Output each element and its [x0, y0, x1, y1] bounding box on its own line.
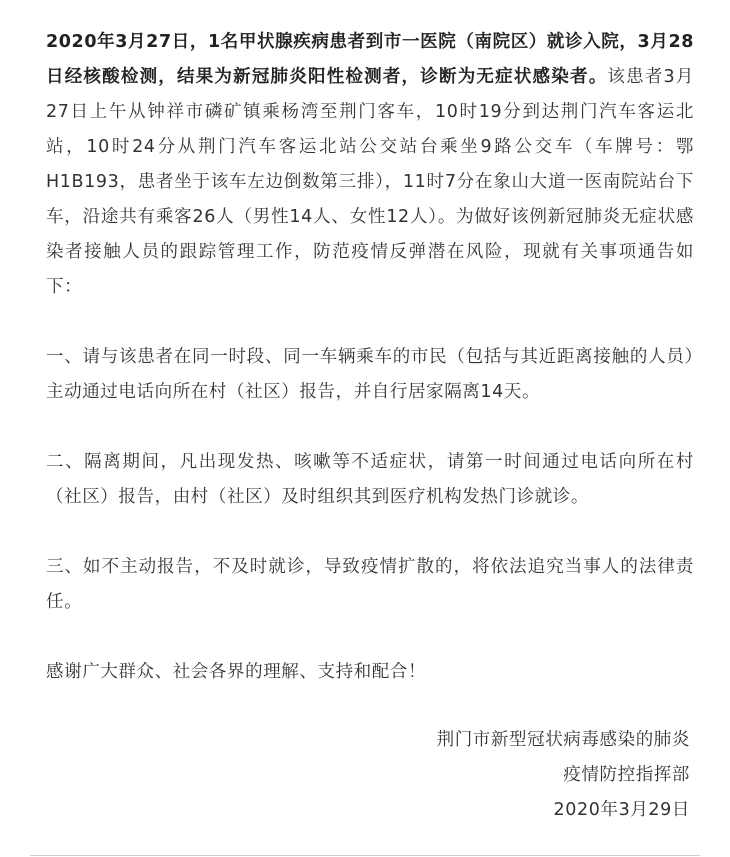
signature-block	[437, 723, 690, 828]
intro-rest-text: 该患者3月27日上午从钟祥市磷矿镇乘杨湾至荆门客车，10时19分到达荆门汽车客运北站，10时24分从荆门汽车客运北站公交站台乘坐9路公交车（车牌号：鄂H1B193，患者坐于该车左边倒数第三排），11时7分在象山大道一医南院站台下车，沿途共有乘客26人（男性14人、女性12人）。为做好该例新冠肺炎无症状感染者接触人员的跟踪管理工作，防范疫情反弹潜在风险，现就有关事项通告如下：	[46, 67, 694, 297]
intro-paragraph	[46, 25, 694, 305]
paragraph-gap	[46, 305, 694, 340]
notice-item-1: 一、请与该患者在同一时段、同一车辆乘车的市民（包括与其近距离接触的人员）主动通过电话向所在村（社区）报告，并自行居家隔离14天。	[46, 347, 694, 402]
signature-date: 2020年3月29日	[553, 800, 690, 820]
paragraph-gap	[46, 410, 694, 445]
paragraph-gap	[46, 515, 694, 550]
thanks-line: 感谢广大群众、社会各界的理解、支持和配合！	[46, 662, 427, 682]
notice-item-3: 三、如不主动报告，不及时就诊，导致疫情扩散的，将依法追究当事人的法律责任。	[46, 557, 694, 612]
intro-bold-text: 2020年3月27日，1名甲状腺疾病患者到市一医院（南院区）就诊入院，3月28日经核酸检测，结果为新冠肺炎阳性检测者，诊断为无症状感染者。	[46, 32, 694, 87]
signature-organization-line-1: 荆门市新型冠状病毒感染的肺炎	[436, 730, 690, 750]
notice-body	[46, 25, 694, 690]
signature-organization-line-2: 疫情防控指挥部	[563, 765, 690, 785]
notice-item-2: 二、隔离期间，凡出现发热、咳嗽等不适症状，请第一时间通过电话向所在村（社区）报告，由村（社区）及时组织其到医疗机构发热门诊就诊。	[46, 452, 694, 507]
bottom-divider	[30, 855, 700, 856]
paragraph-gap	[46, 620, 694, 655]
